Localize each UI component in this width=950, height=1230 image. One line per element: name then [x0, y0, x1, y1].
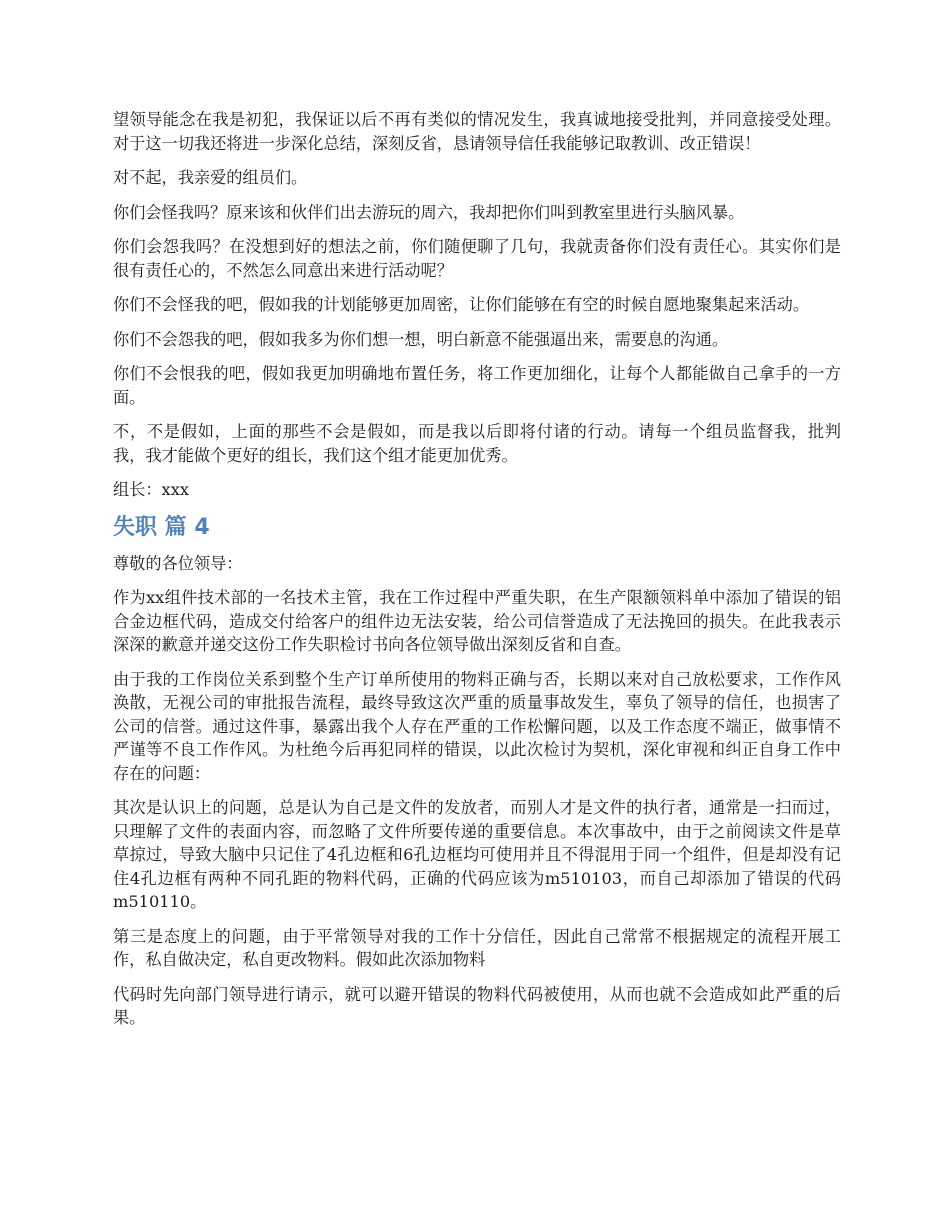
paragraph: 代码时先向部门领导进行请示，就可以避开错误的物料代码被使用，从而也就不会造成如此严重的后果。: [113, 984, 841, 1027]
paragraph: 由于我的工作岗位关系到整个生产订单所使用的物料正确与否，长期以来对自己放松要求，工作作风涣散，无视公司的审批报告流程，最终导致这次严重的质量事故发生，辜负了领导的信任，也损害了公司的信誉。通过这件事，暴露出我个人存在严重的工作松懈问题，以及工作态度不端正，做事情不严谨等不良工作作风。为杜绝今后再犯同样的错误，以此次检讨为契机，深化审视和纠正自身工作中存在的问题：: [113, 669, 841, 783]
paragraph: 你们会怨我吗？在没想到好的想法之前，你们随便聊了几句，我就责备你们没有责任心。其实你们是很有责任心的，不然怎么同意出来进行活动呢？: [113, 237, 841, 280]
paragraph: 不，不是假如，上面的那些不会是假如，而是我以后即将付诸的行动。请每一个组员监督我，批判我，我才能做个更好的组长，我们这个组才能更加优秀。: [113, 422, 841, 465]
section-heading: 失职 篇 4: [113, 514, 210, 540]
paragraph: 你们不会怨我的吧，假如我多为你们想一想，明白新意不能强逼出来，需要息的沟通。: [113, 329, 729, 349]
paragraph: 望领导能念在我是初犯，我保证以后不再有类似的情况发生，我真诚地接受批判，并同意接受处理。对于这一切我还将进一步深化总结，深刻反省，恳请领导信任我能够记取教训、改正错误！: [113, 110, 841, 153]
paragraph: 你们不会恨我的吧，假如我更加明确地布置任务，将工作更加细化，让每个人都能做自己拿手的一方面。: [113, 364, 841, 407]
signature-line: 组长：xxx: [113, 480, 189, 499]
paragraph: 第三是态度上的问题，由于平常领导对我的工作十分信任，因此自己常常不根据规定的流程开展工作，私自做决定，私自更改物料。假如此次添加物料: [113, 926, 841, 969]
salutation: 尊敬的各位领导：: [113, 553, 243, 573]
paragraph: 对不起，我亲爱的组员们。: [113, 168, 308, 187]
paragraph: 其次是认识上的问题，总是认为自己是文件的发放者，而别人才是文件的执行者，通常是一扫而过，只理解了文件的表面内容，而忽略了文件所要传递的重要信息。本次事故中，由于之前阅读文件是草草掠过，导致大脑中只记住了4孔边框和6孔边框均可使用并且不得混用于同一个组件，但是却没有记住4孔边框有两种不同孔距的物料代码，正确的代码应该为m510103，而自己却添加了错误的代码m510110。: [113, 798, 841, 911]
paragraph: 你们会怪我吗？原来该和伙伴们出去游玩的周六，我却把你们叫到教室里进行头脑风暴。: [113, 202, 745, 222]
paragraph: 作为xx组件技术部的一名技术主管，我在工作过程中严重失职，在生产限额领料单中添加了错误的铝合金边框代码，造成交付给客户的组件边无法安装，给公司信誉造成了无法挽回的损失。在此我表示深深的歉意并递交这份工作失职检讨书向各位领导做出深刻反省和自查。: [113, 588, 841, 654]
document-page: [113, 108, 841, 1041]
paragraph: 你们不会怪我的吧，假如我的计划能够更加周密，让你们能够在有空的时候自愿地聚集起来活动。: [113, 295, 810, 314]
